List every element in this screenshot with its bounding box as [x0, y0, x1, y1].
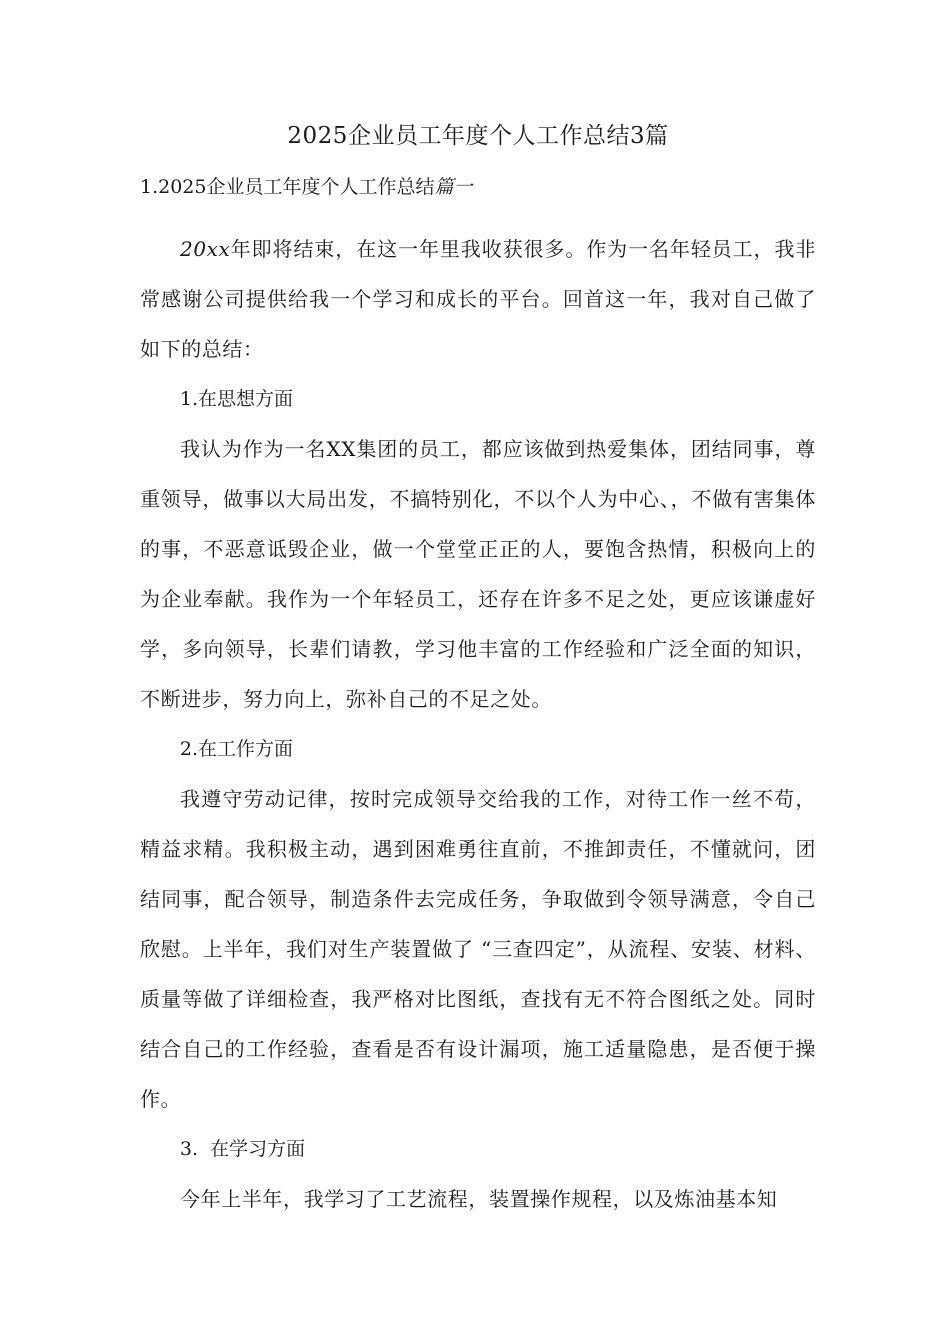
section-subtitle — [140, 172, 816, 202]
section-heading-study: 3. 在学习方面 — [179, 1138, 306, 1160]
section-body-study: 今年上半年，我学习了工艺流程，装置操作规程，以及炼油基本知 — [180, 1187, 778, 1211]
document-title: 2025企业员工年度个人工作总结3篇 — [287, 123, 669, 149]
subtitle-suffix: 篇一 — [434, 176, 473, 198]
intro-text: 年即将结束，在这一年里我收获很多。作为一名年轻员工，我非常感谢公司提供给我一个学习和成长的平台。回首这一年，我对自己做了如下的总结： — [140, 237, 816, 361]
intro-paragraph — [140, 224, 816, 374]
subtitle-main: 1.2025企业员工年度个人工作总结 — [140, 176, 435, 198]
intro-year: 20xx — [180, 237, 231, 261]
section-heading-work: 2.在工作方面 — [179, 738, 294, 760]
section-body-thought: 我认为作为一名XX集团的员工，都应该做到热爱集体，团结同事，尊重领导，做事以大局出发，不搞特别化，不以个人为中心、，不做有害集体的事，不恶意诋毁企业，做一个堂堂正正的人，要饱含热情，积极向上的为企业奉献。我作为一个年轻员工，还存在许多不足之处，更应该谦虚好学，多向领导，长辈们请教，学习他丰富的工作经验和广泛全面的知识，不断进步，努力向上，弥补自己的不足之处。 — [140, 437, 816, 711]
section-heading-thought: 1.在思想方面 — [179, 388, 294, 410]
section-body-work: 我遵守劳动记律，按时完成领导交给我的工作，对待工作一丝不苟，精益求精。我积极主动，遇到困难勇往直前，不推卸责任，不懂就问，团结同事，配合领导，制造条件去完成任务，争取做到令领导满意，令自己欣慰。上半年，我们对生产装置做了 “三查四定”，从流程、安装、材料、质量等做了详细检查，我严格对比图纸，查找有无不符合图纸之处。同时结合自己的工作经验，查看是否有设计漏项，施工适量隐患，是否便于操作。 — [140, 787, 816, 1111]
